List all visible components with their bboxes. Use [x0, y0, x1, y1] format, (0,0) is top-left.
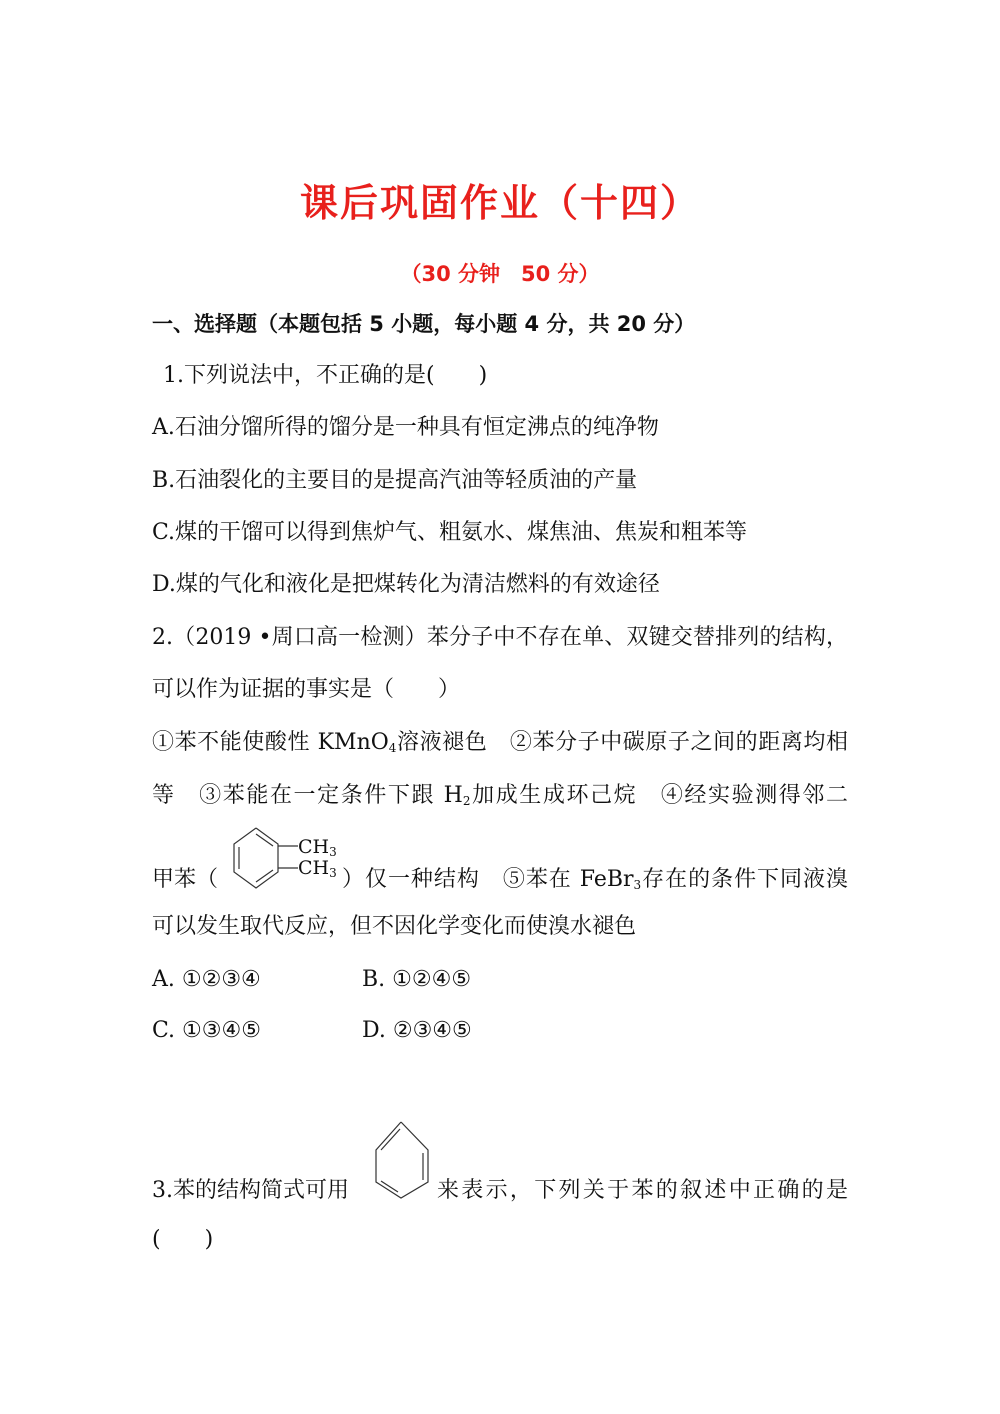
question-2-stem: 2.（2019 •周口高一检测）苯分子中不存在单、双键交替排列的结构， — [152, 625, 848, 650]
question-3-stem: 3.苯的结构简式可用 — [152, 1178, 349, 1203]
subscript: 3 — [329, 866, 337, 880]
text: 溶液褪色 ②苯分子中碳原子之间的距离均相 — [396, 730, 848, 755]
q1-option-c: C.煤的干馏可以得到焦炉气、粗氨水、煤焦油、焦炭和粗苯等 — [152, 520, 748, 545]
subscript: 4 — [388, 741, 397, 755]
q2-statement-line2 — [152, 782, 848, 815]
methyl-group-bottom — [298, 858, 337, 883]
q1-option-b: B.石油裂化的主要目的是提高汽油等轻质油的产量 — [152, 468, 638, 493]
text: 等 ③苯能在一定条件下跟 H — [152, 783, 463, 808]
text: 存在的条件下同液溴 — [641, 867, 848, 892]
q2-option-d: D. ②③④⑤ — [362, 1018, 472, 1043]
q1-option-a: A.石油分馏所得的馏分是一种具有恒定沸点的纯净物 — [152, 415, 659, 440]
section-heading: 一、选择题（本题包括 5 小题，每小题 4 分，共 20 分） — [152, 312, 696, 336]
text: CH — [298, 857, 330, 879]
question-2-stem-cont: 可以作为证据的事实是（ ） — [152, 677, 461, 702]
text: ）仅一种结构 ⑤苯在 FeBr — [342, 867, 634, 892]
q2-option-b: B. ①②④⑤ — [362, 967, 472, 992]
page-subtitle: （30 分钟 50 分） — [400, 262, 600, 286]
q2-statement-line3-right — [342, 866, 848, 899]
text: CH — [298, 836, 330, 858]
o-xylene-structure-icon — [230, 826, 300, 890]
subscript: 2 — [462, 794, 471, 808]
question-3-stem-cont: 来表示，下列关于苯的叙述中正确的是 — [437, 1178, 848, 1203]
q2-option-a: A. ①②③④ — [152, 967, 261, 992]
q2-statement-line4: 可以发生取代反应，但不因化学变化而使溴水褪色 — [152, 914, 637, 939]
subscript: 3 — [633, 878, 642, 892]
question-1-stem: 1.下列说法中，不正确的是( ) — [163, 363, 488, 388]
q1-option-d: D.煤的气化和液化是把煤转化为清洁燃料的有效途径 — [152, 572, 660, 597]
q2-statement-line1 — [152, 729, 848, 762]
text: 加成生成环己烷 ④经实验测得邻二 — [470, 783, 848, 808]
text: ①苯不能使酸性 KMnO — [152, 730, 389, 755]
benzene-structure-icon — [374, 1120, 432, 1200]
subscript: 3 — [329, 845, 337, 859]
question-3-answer-blank: ( ) — [152, 1227, 214, 1252]
q2-option-c: C. ①③④⑤ — [152, 1018, 261, 1043]
page-title: 课后巩固作业（十四） — [299, 181, 700, 225]
q2-statement-line3-left: 甲苯（ — [152, 867, 219, 892]
